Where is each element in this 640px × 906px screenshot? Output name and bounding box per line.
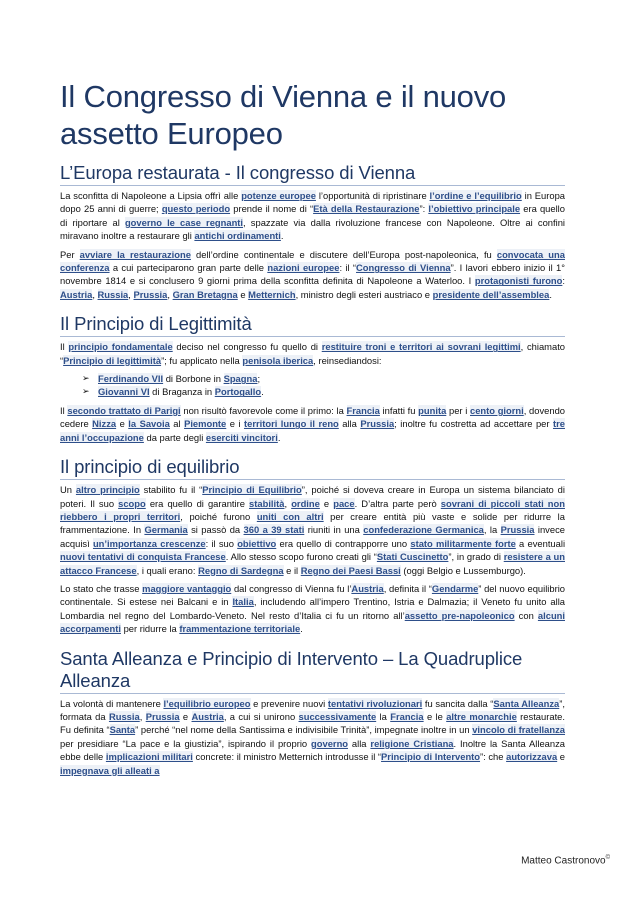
keyword-highlight: tre anni l’occupazione <box>60 418 565 443</box>
text-run: di Borbone in <box>163 373 224 385</box>
text-run: a cui parteciparono gran parte delle <box>109 262 268 274</box>
keyword-highlight: Prussia <box>500 524 535 536</box>
bullet-item <box>98 385 565 398</box>
keyword-highlight: stato militarmente forte <box>410 537 516 549</box>
text-run: restaurate. Fu definita “ <box>60 710 565 736</box>
keyword-highlight: Gran Bretagna <box>172 288 238 300</box>
keyword-highlight: Russia <box>97 288 129 300</box>
text-run: . Inoltre la Santa Alleanza ebbe delle <box>60 737 565 763</box>
paragraph <box>60 248 565 302</box>
section <box>60 162 565 301</box>
keyword-highlight: l’equilibrio europeo <box>163 697 251 709</box>
text-run: Il <box>60 341 69 353</box>
keyword-highlight: Regno dei Paesi Bassi <box>300 564 401 576</box>
keyword-highlight: Metternich <box>248 288 296 300</box>
keyword-highlight: protagonisti furono <box>474 275 563 287</box>
text-run: . Allo stesso scopo furono creati gli “ <box>225 551 377 563</box>
text-run: per creare entità più vaste e solide per ridurre la frammentazione. In <box>60 510 565 536</box>
keyword-highlight: implicazioni militari <box>105 751 193 763</box>
text-run: . <box>280 230 284 242</box>
keyword-highlight: restituire troni e territori ai sovrani legittimi <box>321 341 521 353</box>
paragraph <box>60 404 565 444</box>
keyword-highlight: Austria <box>191 710 224 722</box>
text-run: non risultò favorevole come il primo: la <box>180 404 347 416</box>
paragraph <box>60 582 565 636</box>
keyword-highlight: sovrani di piccoli stati non riebbero i propri territori <box>60 497 565 522</box>
text-run: si passò da <box>187 524 244 536</box>
text-run: ”, formata da <box>60 697 565 722</box>
text-run: , poiché furono <box>180 510 257 522</box>
keyword-highlight: Francia <box>346 404 380 416</box>
text-run: era quello di contrapporre uno <box>276 537 411 549</box>
section <box>60 648 565 777</box>
keyword-highlight: altre monarchie <box>446 710 517 722</box>
keyword-highlight: potenze europee <box>241 190 316 201</box>
text-run: , reinsediandosi: <box>313 354 382 366</box>
text-run: era quello di riportare al <box>60 203 565 228</box>
text-run: , ministro degli esteri austriaco e <box>295 288 433 300</box>
text-run: ”. I lavori ebbero inizio il 1° novembre 1814 e si conclusero 9 giorni prima della sconfitta definita di Napoleone a Waterloo. I <box>60 262 566 287</box>
text-run: riuniti in una <box>304 524 364 536</box>
keyword-highlight: l’obiettivo principale <box>428 203 521 215</box>
text-run: , includendo all’impero Trentino, Istria e Dalmazia; il Veneto fu unito alla Lombardia nel regno del Lombardo-Veneto. Nel resto d’Italia ci fu un ritorno all’ <box>60 596 566 621</box>
keyword-highlight: territori lungo il reno <box>243 418 339 430</box>
keyword-highlight: confederazione Germanica <box>363 524 484 536</box>
section-heading: L’Europa restaurata - Il congresso di Vienna <box>60 162 565 186</box>
keyword-highlight: l’ordine e l’equilibrio <box>429 190 522 201</box>
text-run: Lo stato che trasse <box>60 582 143 594</box>
keyword-highlight: Francia <box>390 710 424 722</box>
keyword-highlight: altro principio <box>75 484 140 496</box>
text-run: stabilito fu il “ <box>139 484 203 496</box>
keyword-highlight: antichi ordinamenti <box>194 230 281 242</box>
paragraph <box>60 483 565 577</box>
text-run: e il <box>283 564 301 576</box>
keyword-highlight: Santa <box>109 724 136 736</box>
text-run: , spazzate via dalla rivoluzione francese con Napoleone. Oltre ai confini miravano inoltre a restaurare gli <box>60 216 565 242</box>
text-run: . D’altra parte però <box>354 497 441 509</box>
text-run: Un <box>60 484 76 496</box>
keyword-highlight: autorizzava <box>506 751 558 763</box>
section-heading: Santa Alleanza e Principio di Intervento – La Quadruplice Alleanza <box>60 648 565 694</box>
text-run: : <box>562 275 565 287</box>
keyword-highlight: questo periodo <box>161 203 231 215</box>
paragraph <box>60 189 565 243</box>
keyword-highlight: Russia <box>108 710 140 722</box>
text-run: ” perché “nel nome della Santissima e indivisibile Trinità”, impegnate inoltre in un <box>135 724 473 736</box>
text-run: ”: che <box>480 751 507 763</box>
text-run: e <box>557 751 565 763</box>
keyword-highlight: Austria <box>60 288 93 300</box>
text-run: , <box>167 288 173 300</box>
keyword-highlight: Italia <box>232 596 254 608</box>
keyword-highlight: stabilità <box>249 497 285 509</box>
keyword-highlight: obiettivo <box>237 537 277 549</box>
keyword-highlight: secondo trattato di Parigi <box>67 404 181 416</box>
keyword-highlight: cento giorni <box>470 404 524 416</box>
text-run: per ridurre la <box>120 623 180 635</box>
text-run: , dovendo cedere <box>60 404 565 430</box>
keyword-highlight: Spagna <box>223 373 258 385</box>
keyword-highlight: avviare la restaurazione <box>79 248 191 260</box>
document-title: Il Congresso di Vienna e il nuovo assetto Europeo <box>60 79 507 151</box>
text-run: e prevenire nuovi <box>250 697 328 709</box>
text-run: , <box>92 288 98 300</box>
text-run: ” del nuovo equilibrio continentale. Si estese nei Balcani e in <box>60 582 566 608</box>
keyword-highlight: religione Cristiana <box>370 737 454 749</box>
text-run: infatti fu <box>379 404 419 416</box>
keyword-highlight: penisola iberica <box>242 354 314 366</box>
keyword-highlight: Austria <box>351 582 384 594</box>
text-run: ; inoltre fu costretta ad accettare per <box>394 418 553 430</box>
keyword-highlight: maggiore vantaggio <box>142 582 232 594</box>
keyword-highlight: Congresso di Vienna <box>356 262 451 274</box>
keyword-highlight: nazioni europee <box>267 262 340 274</box>
section-heading: Il Principio di Legittimità <box>60 313 565 337</box>
document-page <box>60 78 565 789</box>
copyright-mark: © <box>605 855 610 861</box>
text-run: . <box>300 623 303 635</box>
keyword-highlight: scopo <box>118 497 146 509</box>
keyword-highlight: Prussia <box>145 710 180 722</box>
text-run: . <box>549 288 552 300</box>
text-run: : il suo <box>205 537 238 549</box>
text-run: per presidiare “La pace e la giustizia”, ispirando il proprio <box>60 737 312 749</box>
text-run: La volontà di mantenere <box>60 697 164 709</box>
keyword-highlight: assetto pre-napoleonico <box>404 609 515 621</box>
keyword-highlight: pace <box>333 497 355 509</box>
keyword-highlight: uniti con altri <box>256 510 324 522</box>
text-run: ”, in grado di <box>448 551 504 563</box>
keyword-highlight: governo le case regnanti <box>124 216 244 228</box>
keyword-highlight: Piemonte <box>184 418 227 430</box>
keyword-highlight: governo <box>311 737 349 749</box>
text-run: e i <box>226 418 244 430</box>
keyword-highlight: Regno di Sardegna <box>198 564 284 576</box>
text-run: dell’ordine continentale e discutere dell’Europa post-napoleonica, fu <box>190 248 497 260</box>
section <box>60 313 565 444</box>
keyword-highlight: Giovanni VI <box>98 386 150 398</box>
text-run: al <box>169 418 185 430</box>
text-run: con <box>514 609 538 621</box>
keyword-highlight: successivamente <box>298 710 377 722</box>
keyword-highlight: la Savoia <box>128 418 170 430</box>
keyword-highlight: resistere a un attacco Francese <box>60 551 565 576</box>
text-run: a eventuali <box>515 537 566 549</box>
keyword-highlight: frammentazione territoriale <box>179 623 301 635</box>
text-run: Il <box>60 404 68 416</box>
keyword-highlight: Età della Restaurazione <box>313 203 420 215</box>
text-run: . <box>261 386 264 398</box>
keyword-highlight: Ferdinando VII <box>98 373 164 385</box>
keyword-highlight: vincolo di fratellanza <box>472 724 566 736</box>
text-run: alla <box>348 737 371 749</box>
text-run: : il “ <box>339 262 357 274</box>
document-body <box>60 162 565 777</box>
text-run: La sconfitta di Napoleone a Lipsia offrì alle <box>60 190 242 201</box>
text-run: dal congresso di Vienna fu l’ <box>231 582 352 594</box>
keyword-highlight: tentativi rivoluzionari <box>327 697 423 709</box>
text-run: fu sancita dalla “ <box>422 697 494 709</box>
keyword-highlight: alcuni accorpamenti <box>60 609 565 635</box>
keyword-highlight: Gendarme <box>431 582 479 594</box>
keyword-highlight: Nizza <box>92 418 117 430</box>
author-name: Matteo Castronovo <box>521 855 606 867</box>
text-run: e <box>116 418 129 430</box>
text-run: e <box>179 710 192 722</box>
bullet-item <box>98 372 565 385</box>
text-run: , la <box>483 524 501 536</box>
text-run: ”, poiché si doveva creare in Europa un sistema bilanciato di poteri. Il suo <box>60 484 565 509</box>
text-run: e <box>237 288 249 300</box>
keyword-highlight: presidente dell’assemblea <box>432 288 550 300</box>
text-run: ”: <box>419 203 429 215</box>
keyword-highlight: Principio di Equilibrio <box>202 484 302 496</box>
text-run: invece acquisì <box>60 524 565 549</box>
bullet-list <box>60 372 565 399</box>
text-run: e <box>319 497 334 509</box>
text-run: prende il nome di “ <box>230 203 314 215</box>
text-run: deciso nel congresso fu quello di <box>172 341 322 353</box>
text-run: da parte degli <box>143 431 206 443</box>
text-run: la <box>376 710 391 722</box>
keyword-highlight: nuovi tentativi di conquista Francese <box>60 551 226 563</box>
text-run: l’opportunità di ripristinare <box>315 190 430 201</box>
text-run: concrete: il ministro Metternich introdusse il “ <box>192 751 382 763</box>
section-heading: Il principio di equilibrio <box>60 456 565 480</box>
keyword-highlight: Prussia <box>360 418 395 430</box>
keyword-highlight: Principio di legittimità <box>63 354 162 366</box>
text-run: , i quali erano: <box>136 564 199 576</box>
keyword-highlight: ordine <box>291 497 320 509</box>
text-run: e le <box>423 710 447 722</box>
keyword-highlight: Portogallo <box>214 386 262 398</box>
keyword-highlight: eserciti vincitori <box>205 431 278 443</box>
text-run: di Braganza in <box>149 386 215 398</box>
text-run: ”; fu applicato nella <box>161 354 243 366</box>
keyword-highlight: un’importanza crescenze <box>92 537 206 549</box>
keyword-highlight: punita <box>418 404 447 416</box>
keyword-highlight: convocata una conferenza <box>60 248 565 274</box>
section <box>60 456 565 635</box>
text-run: ; <box>257 373 261 385</box>
paragraph <box>60 697 565 777</box>
keyword-highlight: Principio di Intervento <box>381 751 481 763</box>
text-run: , a cui si unirono <box>223 710 299 722</box>
text-run: Per <box>60 248 80 260</box>
text-run: , <box>139 710 146 722</box>
text-run: , chiamato “ <box>60 341 566 366</box>
footer-author <box>521 855 610 866</box>
text-run: era quello di garantire <box>145 497 250 509</box>
keyword-highlight: principio fondamentale <box>68 341 173 353</box>
text-run: alla <box>338 418 361 430</box>
keyword-highlight: 360 a 39 stati <box>243 524 305 536</box>
keyword-highlight: Stati Cuscinetto <box>376 551 449 563</box>
text-run: (oggi Belgio e Lussemburgo). <box>400 564 526 576</box>
text-run: , <box>284 497 292 509</box>
text-run: in Europa dopo 25 anni di guerre; <box>60 190 566 215</box>
keyword-highlight: impegnava gli alleati a <box>60 764 160 776</box>
text-run: , definita il “ <box>383 582 432 594</box>
text-run: per i <box>446 404 470 416</box>
keyword-highlight: Prussia <box>133 288 168 300</box>
paragraph <box>60 340 565 367</box>
text-run: . <box>277 431 281 443</box>
text-run: , <box>128 288 134 300</box>
keyword-highlight: Santa Alleanza <box>493 697 560 709</box>
keyword-highlight: Germania <box>144 524 188 536</box>
